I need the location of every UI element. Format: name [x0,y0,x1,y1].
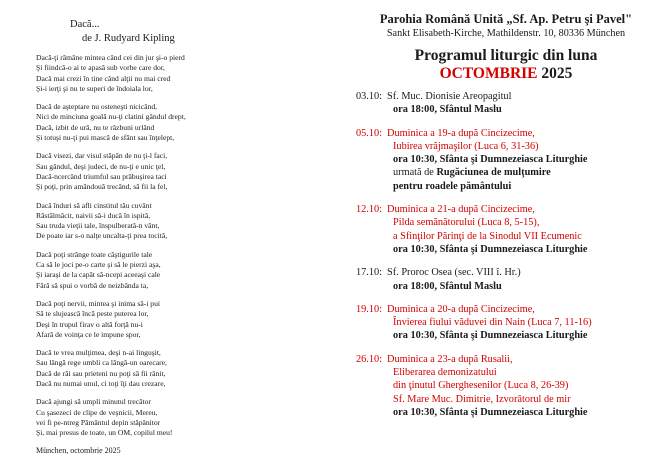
event-entry [356,127,656,193]
event-line-text: Învierea fiului văduvei din Nain (Luca 7, 11-16) [393,317,592,329]
event-line [356,90,656,103]
event-line-text: pentru roadele pământului [393,180,512,192]
event-line [356,180,656,193]
poem-line: Sau gândul, deşi judeci, de nu-ţi e unic ţel, [36,161,166,171]
event-line [356,353,656,366]
poem-line: Dacă de aşteptare nu osteneşti nicicând, [36,102,158,112]
event-line [356,140,656,153]
parish-name: Parohia Română Unită „Sf. Ap. Petru şi Pavel" [379,12,633,26]
poem-line: Dacă de răi sau prieteni nu poţi să fii rănit, [36,368,166,378]
event-line [356,230,656,243]
poem-panel [36,18,326,447]
poem-line: Dacă nu numai unul, ci toţi îţi dau crezare, [36,379,166,389]
event-entry [356,303,656,343]
poem-line: Şi totuşi nu-ţi pui mască de sfânt sau înţelept, [36,133,175,143]
event-line-text: Sf. Proroc Osea (sec. VIII î. Hr.) [387,267,521,279]
poem-line: Afară de voinţa ce le impune spor, [36,329,141,339]
poem-line: vei fi pe-ntreg Pământul depin stăpânitor [36,417,161,427]
event-line [356,203,656,216]
event-entry [356,266,656,293]
event-line-text: Duminica a 20-a după Cincizecime, [387,303,535,315]
poem-stanza [36,53,326,94]
event-list [356,90,656,419]
event-date: 12.10: [356,204,383,216]
event-line-text: a Sfinţilor Părinţi de la Sinodul VII Ecumenic [393,230,582,242]
poem-line: Sau lângă rege umbli ca lângă-un oarecare, [36,358,167,368]
event-line-text: ora 18:00, Sfântul Maslu [393,104,502,116]
event-line-text: din ţinutul Gherghesenilor (Luca 8, 26-39) [393,380,569,392]
poem-title: Dacă... [70,19,100,30]
poem-stanza [36,348,326,389]
poem-line: Ca să le joci pe-o carte şi să le pierzi aşa, [36,260,161,270]
event-date: 19.10: [356,303,383,315]
event-date: 26.10: [356,353,383,365]
event-line [356,379,656,392]
poem-line: Dacă te vrea mulţimea, deşi n-ai linguşit, [36,348,161,358]
event-line [356,406,656,419]
event-line [356,216,656,229]
event-line [356,166,656,179]
event-line-text: ora 10:30, Sfânta şi Dumnezeiasca Liturghie [393,406,588,418]
program-month-line [356,65,656,83]
event-entry [356,90,656,117]
poem-line: Dacă visezi, dar visul stăpân de nu ţi-l faci, [36,151,168,161]
event-line-text: Eliberarea demonizatului [393,367,497,379]
event-line [356,243,656,256]
poem-line: Cu şasezeci de clipe de veşnicii, Mereu, [36,407,158,417]
event-line-text: Pilda semănătorului (Luca 8, 5-15), [393,217,540,229]
poem-line: Şi fiindcă-o ai te apasă sub vorbe care dor, [36,63,165,73]
event-line-text: Sf. Mare Muc. Dimitrie, Izvorâtorul de mir [393,393,571,405]
poem-stanza [36,397,326,438]
poem-stanza [36,151,326,192]
event-line [356,103,656,116]
poem-stanza [36,299,326,340]
event-entry [356,353,656,419]
event-line [356,303,656,316]
event-line [356,280,656,293]
poem-stanza [36,250,326,291]
event-date: 03.10: [356,91,383,102]
poem-line: Şi-i ierţi şi nu te superi de îndoiala lor, [36,83,153,93]
program-year: 2025 [541,65,573,82]
program-title: Programul liturgic din luna [414,47,598,64]
poem-line: Dacă, izbit de ură, nu te răzbuni urlând [36,122,155,132]
poem-line: Răstălmăcit, naivii să-i ducă în ispită, [36,210,151,220]
poem-line: Nici de minciuna goală nu-ţi clatini gândul drept, [36,112,186,122]
program-month: OCTOMBRIE [439,65,538,82]
footer-note: München, octombrie 2025 [36,446,121,455]
poem-line: Fără să spui o vorbă de neizbânda ta, [36,280,149,290]
event-line-text: ora 18:00, Sfântul Maslu [393,280,502,292]
poem-stanza [36,102,326,143]
program-panel [356,12,656,429]
event-line-text: Sf. Muc. Dionisie Areopagitul [387,91,512,102]
event-line-text: Duminica a 19-a după Cincizecime, [387,127,535,139]
poem-line: Deşi în trupul firav o altă forţă nu-i [36,319,143,329]
poem-line: Dacă poţi strânge toate câştigurile tale [36,249,153,259]
event-date: 17.10: [356,267,383,279]
poem-line: Dacă poţi nervii, mintea şi inima să-i pui [36,298,160,308]
event-line-text: ora 10:30, Sfânta şi Dumnezeiasca Liturghie [393,154,588,166]
poem-line: Să te slujească încă peste puterea lor, [36,309,149,319]
poem-line: De poate iar s-o nalţe uncalta-ţi prea tocită, [36,231,168,241]
poem-stanzas [36,53,326,439]
poem-line: Şi poţi, prin amândouă trecând, să fii la fel, [36,182,168,192]
event-line [356,393,656,406]
event-line-text: Duminica a 21-a după Cincizecime, [387,204,535,216]
event-line [356,153,656,166]
event-line-text: Duminica a 23-a după Rusalii, [387,353,513,365]
event-entry [356,203,656,256]
event-line-text: Iubirea vrăjmaşilor (Luca 6, 31-36) [393,140,539,152]
poem-line: Dacă-ncercând triumful sau prăbuşirea taci [36,171,167,181]
event-line [356,316,656,329]
poem-line: Dacă ajungi să umpli minutul trecător [36,397,151,407]
event-line-text: urmată de [393,167,437,179]
event-line [356,366,656,379]
poem-line: Sau truda vieţii tale, înspulberată-n vânt, [36,221,160,231]
event-line-text: ora 10:30, Sfânta şi Dumnezeiasca Liturghie [393,243,588,255]
event-line-text: ora 10:30, Sfânta şi Dumnezeiasca Liturghie [393,330,588,342]
event-line [356,127,656,140]
event-date: 05.10: [356,127,383,139]
poem-line: Dacă înduri să afli cinstitul tău cuvânt [36,200,152,210]
poem-author: de J. Rudyard Kipling [82,33,175,44]
event-line [356,266,656,279]
poem-line: Şi iaraşi de la capăt să-ncepi aceeaşi cale [36,270,161,280]
event-line-emphasis: Rugăciunea de mulţumire [436,167,551,179]
parish-address: Sankt Elisabeth-Kirche, Mathildenstr. 10, 80336 München [386,28,626,39]
event-line [356,329,656,342]
poem-line: Dacă mai crezi în tine când alţii nu mai cred [36,73,171,83]
poem-line: Dacă-ţi rămâne mintea când cei din jur şi-o pierd [36,53,185,62]
poem-stanza [36,201,326,242]
poem-line: Şi, mai presus de toate, un OM, copilul meu! [36,428,173,438]
